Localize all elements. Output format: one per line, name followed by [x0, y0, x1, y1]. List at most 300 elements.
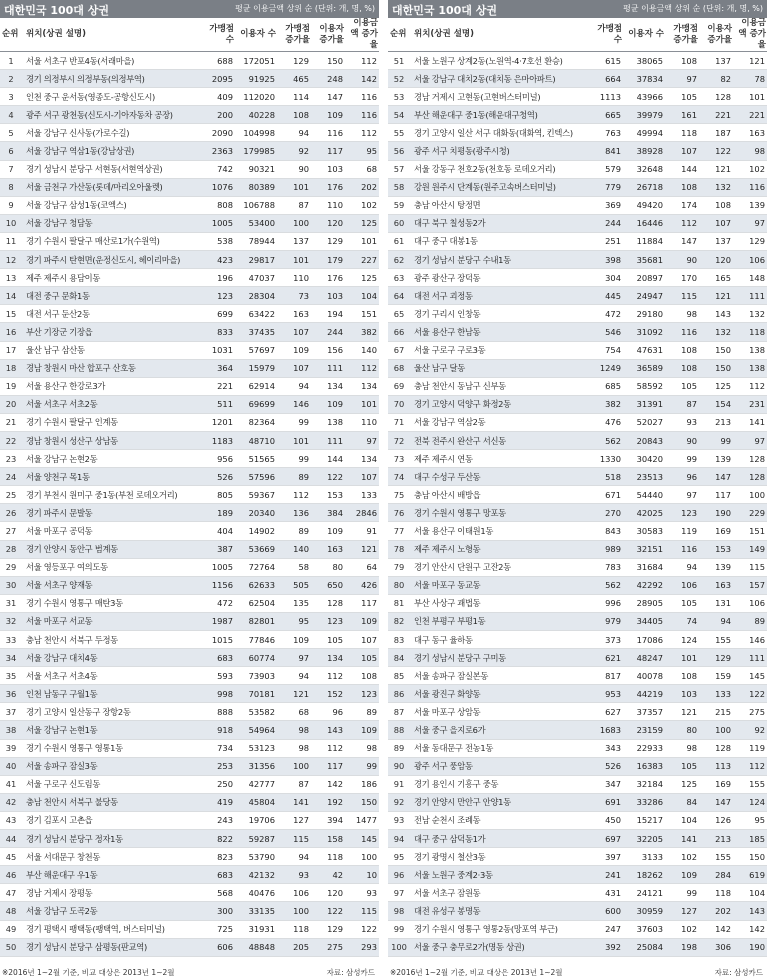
table-row [0, 522, 379, 540]
cell-name: 울산 남구 삼산동 [22, 341, 199, 359]
cell-user-growth: 122 [311, 902, 345, 920]
cell-users: 37435 [235, 323, 277, 341]
cell-name: 서울 동대문구 전농1동 [410, 739, 587, 757]
cell-name: 대전 서구 괴정동 [410, 287, 587, 305]
cell-name: 부산 기장군 기장읍 [22, 323, 199, 341]
cell-store-growth: 109 [277, 341, 311, 359]
cell-name: 경기 수원시 영통구 매탄3동 [22, 594, 199, 612]
cell-user-growth: 117 [311, 757, 345, 775]
cell-amount-growth: 92 [733, 721, 767, 739]
cell-user-growth: 121 [699, 287, 733, 305]
cell-users: 52027 [623, 413, 665, 431]
cell-store-growth: 146 [277, 395, 311, 413]
cell-name: 경기 용인시 기흥구 중동 [410, 775, 587, 793]
table-row [0, 160, 379, 178]
table-row [388, 703, 767, 721]
cell-users: 58592 [623, 377, 665, 395]
cell-user-growth: 117 [699, 486, 733, 504]
cell-user-growth: 169 [699, 775, 733, 793]
cell-user-growth: 158 [311, 830, 345, 848]
cell-store-growth: 87 [277, 196, 311, 214]
cell-amount-growth: 91 [345, 522, 379, 540]
cell-users: 59367 [235, 486, 277, 504]
cell-rank: 69 [388, 377, 410, 395]
cell-amount-growth: 202 [345, 178, 379, 196]
cell-store-growth: 68 [277, 703, 311, 721]
table-row [388, 413, 767, 431]
table-row [388, 884, 767, 902]
cell-store-growth: 109 [277, 631, 311, 649]
cell-user-growth: 213 [699, 413, 733, 431]
cell-stores: 404 [199, 522, 235, 540]
cell-amount-growth: 155 [733, 775, 767, 793]
cell-store-growth: 105 [665, 594, 699, 612]
cell-amount-growth: 111 [733, 287, 767, 305]
cell-store-growth: 465 [277, 70, 311, 88]
cell-user-growth: 139 [699, 558, 733, 576]
cell-amount-growth: 185 [733, 830, 767, 848]
cell-store-growth: 174 [665, 196, 699, 214]
cell-name: 서울 광진구 화양동 [410, 685, 587, 703]
cell-stores: 953 [587, 685, 623, 703]
table-row [0, 287, 379, 305]
cell-store-growth: 108 [277, 106, 311, 124]
cell-store-growth: 136 [277, 504, 311, 522]
cell-store-growth: 127 [665, 902, 699, 920]
cell-users: 35681 [623, 251, 665, 269]
table-row [0, 323, 379, 341]
cell-users: 16446 [623, 214, 665, 232]
cell-users: 53790 [235, 848, 277, 866]
cell-user-growth: 118 [699, 884, 733, 902]
cell-rank: 31 [0, 594, 22, 612]
cell-users: 14902 [235, 522, 277, 540]
cell-users: 78944 [235, 232, 277, 250]
cell-stores: 189 [199, 504, 235, 522]
cell-name: 서울 서초구 반포4동(서래마을) [22, 52, 199, 70]
cell-stores: 511 [199, 395, 235, 413]
table-row [388, 377, 767, 395]
cell-stores: 2095 [199, 70, 235, 88]
cell-amount-growth: 145 [345, 830, 379, 848]
cell-user-growth: 134 [311, 377, 345, 395]
cell-rank: 58 [388, 178, 410, 196]
cell-user-growth: 120 [311, 884, 345, 902]
cell-user-growth: 120 [311, 214, 345, 232]
col-rank: 순위 [0, 18, 22, 52]
cell-users: 30959 [623, 902, 665, 920]
cell-user-growth: 384 [311, 504, 345, 522]
cell-name: 서울 강남구 역삼2동 [410, 413, 587, 431]
cell-users: 24121 [623, 884, 665, 902]
cell-users: 26718 [623, 178, 665, 196]
cell-rank: 91 [388, 775, 410, 793]
cell-users: 82801 [235, 612, 277, 630]
cell-amount-growth: 98 [733, 142, 767, 160]
cell-stores: 431 [587, 884, 623, 902]
cell-user-growth: 142 [311, 775, 345, 793]
cell-user-growth: 192 [311, 793, 345, 811]
cell-user-growth: 133 [699, 685, 733, 703]
cell-stores: 918 [199, 721, 235, 739]
cell-rank: 18 [0, 359, 22, 377]
cell-amount-growth: 89 [345, 703, 379, 721]
cell-store-growth: 96 [665, 468, 699, 486]
cell-stores: 364 [199, 359, 235, 377]
footnote: ※2016년 1~2월 기준, 비교 대상은 2013년 1~2월 [390, 968, 563, 977]
table-row [0, 830, 379, 848]
cell-store-growth: 99 [665, 450, 699, 468]
cell-rank: 90 [388, 757, 410, 775]
table-row [388, 685, 767, 703]
cell-user-growth: 111 [311, 359, 345, 377]
cell-stores: 1156 [199, 576, 235, 594]
cell-name: 충남 천안시 서북구 두정동 [22, 631, 199, 649]
cell-user-growth: 134 [311, 649, 345, 667]
cell-store-growth: 104 [665, 811, 699, 829]
table-row [0, 251, 379, 269]
table-row [388, 341, 767, 359]
cell-amount-growth: 112 [733, 757, 767, 775]
cell-stores: 300 [199, 902, 235, 920]
cell-store-growth: 90 [277, 160, 311, 178]
cell-rank: 37 [0, 703, 22, 721]
cell-name: 서울 강남구 대치2동(대치동 은마아파트) [410, 70, 587, 88]
cell-user-growth: 117 [311, 142, 345, 160]
table-row [0, 450, 379, 468]
cell-users: 24947 [623, 287, 665, 305]
cell-stores: 808 [199, 196, 235, 214]
cell-users: 172051 [235, 52, 277, 70]
cell-stores: 2090 [199, 124, 235, 142]
cell-rank: 25 [0, 486, 22, 504]
cell-user-growth: 128 [699, 88, 733, 106]
cell-amount-growth: 275 [733, 703, 767, 721]
cell-stores: 1076 [199, 178, 235, 196]
cell-name: 서울 서초구 양재동 [22, 576, 199, 594]
cell-rank: 30 [0, 576, 22, 594]
table-row [388, 540, 767, 558]
cell-store-growth: 115 [277, 830, 311, 848]
cell-rank: 13 [0, 269, 22, 287]
cell-user-growth: 275 [311, 938, 345, 956]
cell-stores: 1683 [587, 721, 623, 739]
table-row [0, 88, 379, 106]
cell-amount-growth: 163 [733, 124, 767, 142]
cell-store-growth: 87 [665, 395, 699, 413]
cell-amount-growth: 186 [345, 775, 379, 793]
cell-rank: 7 [0, 160, 22, 178]
cell-amount-growth: 99 [345, 757, 379, 775]
cell-store-growth: 105 [665, 88, 699, 106]
cell-rank: 44 [0, 830, 22, 848]
cell-user-growth: 123 [311, 612, 345, 630]
table-row [0, 468, 379, 486]
cell-amount-growth: 143 [733, 902, 767, 920]
cell-stores: 664 [587, 70, 623, 88]
cell-users: 11884 [623, 232, 665, 250]
table-row [388, 70, 767, 88]
cell-stores: 347 [587, 775, 623, 793]
cell-rank: 64 [388, 287, 410, 305]
cell-users: 23159 [623, 721, 665, 739]
cell-amount-growth: 112 [733, 377, 767, 395]
cell-user-growth: 190 [699, 504, 733, 522]
cell-amount-growth: 151 [345, 305, 379, 323]
cell-store-growth: 127 [277, 811, 311, 829]
cell-amount-growth: 64 [345, 558, 379, 576]
cell-stores: 996 [587, 594, 623, 612]
table-row [0, 395, 379, 413]
cell-amount-growth: 112 [345, 52, 379, 70]
cell-name: 서울 중구 을지로6가 [410, 721, 587, 739]
cell-name: 경기 성남시 분당구 삼평동(판교역) [22, 938, 199, 956]
cell-amount-growth: 101 [345, 395, 379, 413]
cell-user-growth: 118 [311, 848, 345, 866]
cell-rank: 78 [388, 540, 410, 558]
cell-user-growth: 109 [311, 395, 345, 413]
cell-store-growth: 124 [665, 631, 699, 649]
source-credit: 자료: 삼성카드 [714, 968, 763, 977]
cell-user-growth: 144 [311, 450, 345, 468]
cell-rank: 51 [388, 52, 410, 70]
cell-user-growth: 112 [311, 739, 345, 757]
cell-users: 51565 [235, 450, 277, 468]
cell-store-growth: 100 [277, 902, 311, 920]
cell-users: 28905 [623, 594, 665, 612]
table-row [388, 576, 767, 594]
cell-amount-growth: 121 [733, 52, 767, 70]
table-row [388, 902, 767, 920]
cell-user-growth: 244 [311, 323, 345, 341]
cell-stores: 562 [587, 431, 623, 449]
cell-rank: 2 [0, 70, 22, 88]
cell-stores: 251 [587, 232, 623, 250]
cell-users: 20340 [235, 504, 277, 522]
cell-name: 서울 마포구 공덕동 [22, 522, 199, 540]
cell-store-growth: 84 [665, 793, 699, 811]
cell-name: 경기 성남시 분당구 수내1동 [410, 251, 587, 269]
table-row [0, 576, 379, 594]
cell-amount-growth: 100 [345, 848, 379, 866]
table-row [0, 486, 379, 504]
cell-users: 112020 [235, 88, 277, 106]
cell-user-growth: 121 [699, 160, 733, 178]
cell-amount-growth: 138 [733, 359, 767, 377]
cell-rank: 76 [388, 504, 410, 522]
panel-subtitle: 평균 이용금액 상위 순 (단위: 개, 명, %) [235, 4, 375, 13]
cell-amount-growth: 123 [345, 685, 379, 703]
cell-name: 서울 송파구 잠실본동 [410, 667, 587, 685]
cell-stores: 200 [199, 106, 235, 124]
cell-amount-growth: 125 [345, 269, 379, 287]
cell-users: 90321 [235, 160, 277, 178]
cell-rank: 75 [388, 486, 410, 504]
table-row [0, 612, 379, 630]
cell-name: 광주 광산구 장덕동 [410, 269, 587, 287]
table-row [388, 251, 767, 269]
cell-stores: 805 [199, 486, 235, 504]
cell-name: 서울 마포구 서교동 [22, 612, 199, 630]
cell-users: 62504 [235, 594, 277, 612]
cell-amount-growth: 118 [733, 323, 767, 341]
cell-amount-growth: 115 [733, 558, 767, 576]
cell-amount-growth: 104 [345, 287, 379, 305]
cell-stores: 526 [587, 757, 623, 775]
cell-store-growth: 115 [665, 287, 699, 305]
cell-name: 서울 강남구 삼성1동(코엑스) [22, 196, 199, 214]
cell-stores: 241 [587, 866, 623, 884]
cell-user-growth: 176 [311, 269, 345, 287]
cell-user-growth: 165 [699, 269, 733, 287]
cell-users: 69699 [235, 395, 277, 413]
cell-rank: 39 [0, 739, 22, 757]
cell-user-growth: 137 [699, 52, 733, 70]
cell-amount-growth: 97 [345, 431, 379, 449]
cell-store-growth: 121 [665, 703, 699, 721]
cell-store-growth: 108 [665, 341, 699, 359]
cell-amount-growth: 112 [345, 359, 379, 377]
table-row [388, 269, 767, 287]
cell-rank: 6 [0, 142, 22, 160]
cell-name: 광주 서구 치평동(광주시청) [410, 142, 587, 160]
cell-rank: 83 [388, 631, 410, 649]
cell-amount-growth: 111 [733, 649, 767, 667]
table-row [388, 486, 767, 504]
cell-stores: 998 [199, 685, 235, 703]
cell-amount-growth: 128 [733, 450, 767, 468]
cell-users: 31684 [623, 558, 665, 576]
cell-amount-growth: 157 [733, 576, 767, 594]
cell-rank: 55 [388, 124, 410, 142]
cell-stores: 1183 [199, 431, 235, 449]
cell-name: 경기 안양시 만안구 안양1동 [410, 793, 587, 811]
cell-users: 38065 [623, 52, 665, 70]
cell-store-growth: 100 [277, 757, 311, 775]
cell-store-growth: 170 [665, 269, 699, 287]
cell-amount-growth: 97 [733, 431, 767, 449]
cell-user-growth: 132 [699, 323, 733, 341]
cell-name: 서울 서대문구 창천동 [22, 848, 199, 866]
cell-amount-growth: 619 [733, 866, 767, 884]
header-row [0, 18, 379, 52]
cell-name: 광주 서구 풍암동 [410, 757, 587, 775]
cell-rank: 80 [388, 576, 410, 594]
cell-store-growth: 198 [665, 938, 699, 956]
cell-stores: 250 [199, 775, 235, 793]
cell-amount-growth: 139 [733, 196, 767, 214]
cell-user-growth: 129 [311, 920, 345, 938]
cell-store-growth: 102 [665, 848, 699, 866]
table-row [0, 106, 379, 124]
cell-users: 179985 [235, 142, 277, 160]
cell-stores: 688 [199, 52, 235, 70]
cell-amount-growth: 98 [345, 739, 379, 757]
cell-users: 45804 [235, 793, 277, 811]
cell-name: 충남 아산시 탕정면 [410, 196, 587, 214]
cell-amount-growth: 149 [733, 540, 767, 558]
cell-store-growth: 98 [277, 739, 311, 757]
cell-users: 104998 [235, 124, 277, 142]
table-row [388, 811, 767, 829]
cell-name: 대구 북구 칠성동2가 [410, 214, 587, 232]
cell-users: 31391 [623, 395, 665, 413]
cell-name: 서울 용산구 한강로3가 [22, 377, 199, 395]
cell-users: 54440 [623, 486, 665, 504]
cell-stores: 691 [587, 793, 623, 811]
cell-user-growth: 155 [699, 848, 733, 866]
cell-stores: 1005 [199, 214, 235, 232]
cell-amount-growth: 140 [345, 341, 379, 359]
cell-stores: 409 [199, 88, 235, 106]
cell-user-growth: 248 [311, 70, 345, 88]
cell-users: 54964 [235, 721, 277, 739]
cell-users: 80389 [235, 178, 277, 196]
cell-stores: 615 [587, 52, 623, 70]
panel-header [388, 0, 767, 18]
cell-store-growth: 141 [277, 793, 311, 811]
cell-rank: 32 [0, 612, 22, 630]
table-row [0, 70, 379, 88]
cell-store-growth: 97 [665, 70, 699, 88]
cell-store-growth: 116 [665, 323, 699, 341]
cell-name: 서울 강남구 도곡2동 [22, 902, 199, 920]
cell-user-growth: 113 [699, 757, 733, 775]
cell-rank: 49 [0, 920, 22, 938]
cell-store-growth: 107 [665, 142, 699, 160]
cell-amount-growth: 124 [733, 793, 767, 811]
cell-user-growth: 112 [311, 667, 345, 685]
cell-users: 37603 [623, 920, 665, 938]
source-credit: 자료: 삼성카드 [326, 968, 375, 977]
cell-store-growth: 102 [665, 920, 699, 938]
table-row [388, 938, 767, 956]
cell-amount-growth: 134 [345, 450, 379, 468]
table-row [0, 757, 379, 775]
cell-amount-growth: 78 [733, 70, 767, 88]
cell-name: 경기 파주시 탄현면(운정신도시, 헤이리마을) [22, 251, 199, 269]
cell-store-growth: 205 [277, 938, 311, 956]
cell-rank: 48 [0, 902, 22, 920]
cell-rank: 3 [0, 88, 22, 106]
cell-store-growth: 101 [277, 251, 311, 269]
cell-stores: 196 [199, 269, 235, 287]
cell-users: 48848 [235, 938, 277, 956]
cell-rank: 56 [388, 142, 410, 160]
col-store-growth: 가맹점 증가율 [665, 18, 699, 52]
cell-users: 17086 [623, 631, 665, 649]
cell-users: 53400 [235, 214, 277, 232]
cell-user-growth: 650 [311, 576, 345, 594]
cell-amount-growth: 148 [733, 269, 767, 287]
table-row [388, 106, 767, 124]
cell-rank: 92 [388, 793, 410, 811]
table-row [388, 468, 767, 486]
cell-users: 42777 [235, 775, 277, 793]
cell-users: 16383 [623, 757, 665, 775]
cell-stores: 725 [199, 920, 235, 938]
cell-stores: 472 [587, 305, 623, 323]
cell-rank: 4 [0, 106, 22, 124]
cell-users: 31092 [623, 323, 665, 341]
table-row [0, 902, 379, 920]
cell-users: 31356 [235, 757, 277, 775]
cell-users: 15979 [235, 359, 277, 377]
table-row [0, 377, 379, 395]
cell-stores: 841 [587, 142, 623, 160]
cell-stores: 1330 [587, 450, 623, 468]
table-row [0, 703, 379, 721]
